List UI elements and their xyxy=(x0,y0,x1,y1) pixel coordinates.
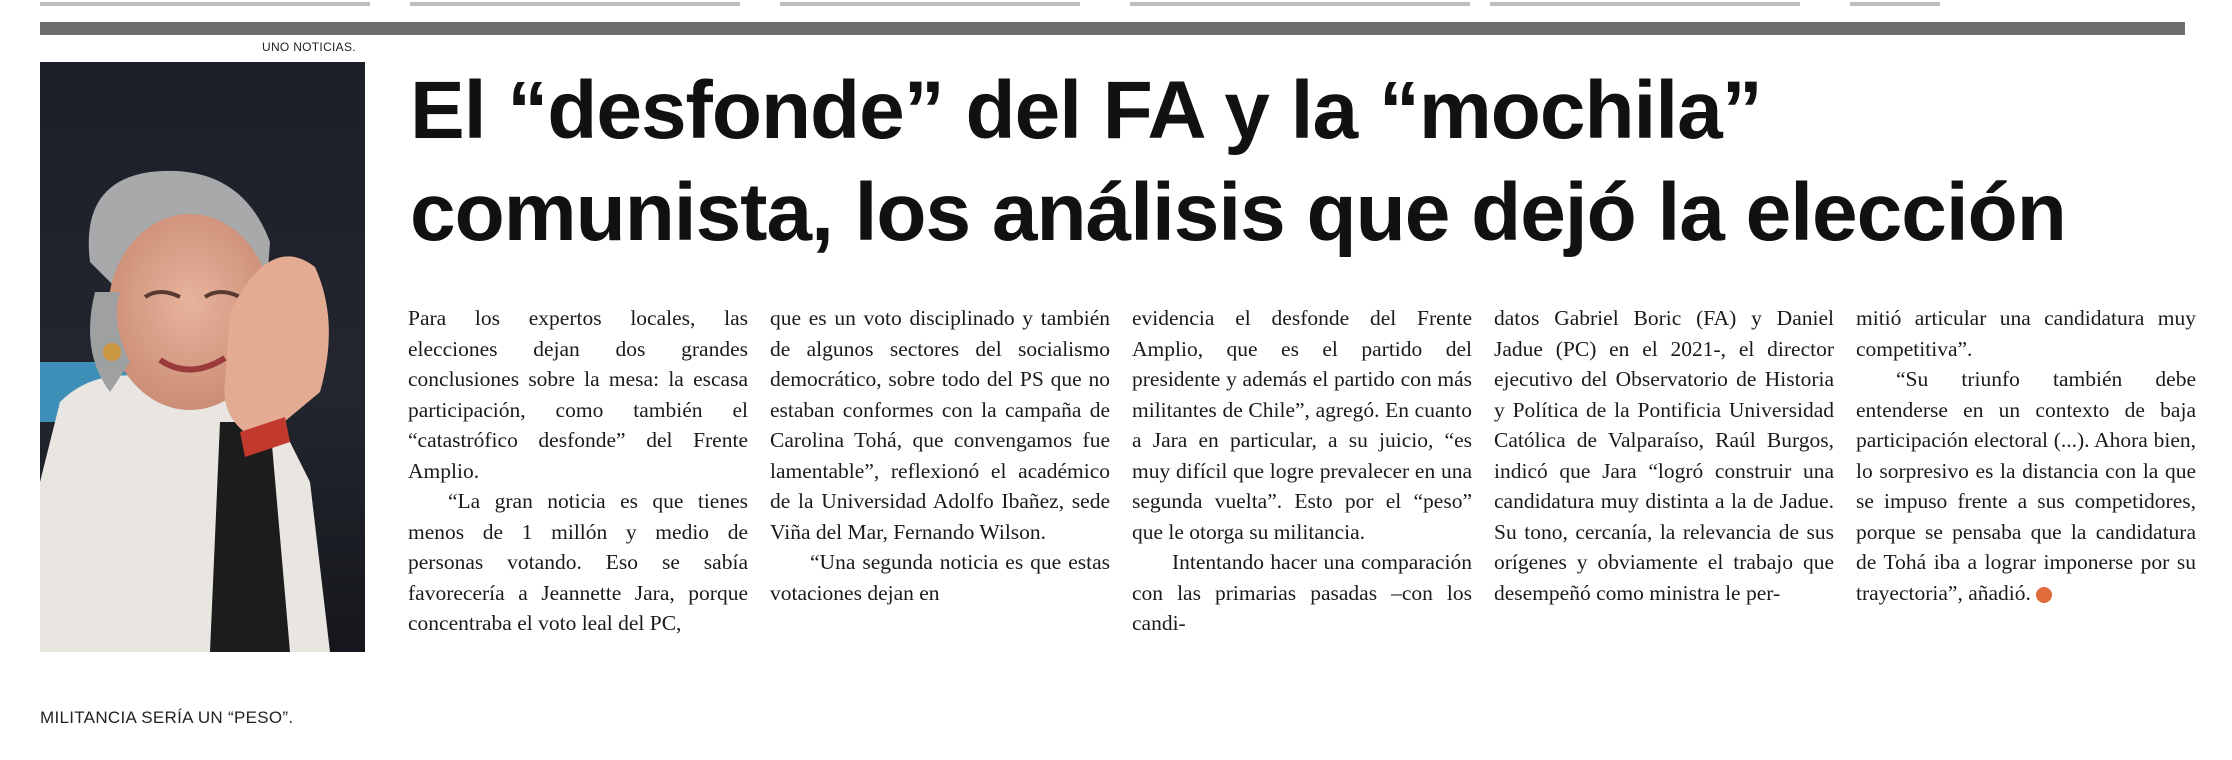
paragraph: datos Gabriel Boric (FA) y Daniel Jadue (PC) en el 2021-, el director ejecutivo del Observatorio de Historia y Política de la Pontificia Universidad Católica de Valparaíso, Raúl Burgos, indicó que Jara “logró construir una candidatura muy distinta a la de Jadue. Su tono, cercanía, la relevancia de sus orígenes y obviamente el trabajo que desempeñó como ministra le per- xyxy=(1494,306,1834,605)
article-headline xyxy=(410,60,2200,264)
paragraph: “Una segunda noticia es que estas votaciones dejan en xyxy=(770,550,1110,605)
paragraph: evidencia el desfonde del Frente Amplio, que es el partido del presidente y además el partido con más militantes de Chile”, agregó. En cuanto a Jara en particular, a su juicio, “es muy difícil que logre prevalecer en una segunda vuelta”. Esto por el “peso” que le otorga su militancia. xyxy=(1132,306,1472,544)
paragraph: Para los expertos locales, las elecciones dejan dos grandes conclusiones sobre la mesa: la escasa participación, como también el “catastrófico desfonde” del Frente Amplio. xyxy=(408,306,748,483)
text-column-1 xyxy=(408,303,748,743)
paragraph xyxy=(1856,364,2196,608)
section-rule xyxy=(40,22,2185,35)
photo-credit: UNO NOTICIAS. xyxy=(262,40,356,54)
end-of-article-icon: ✚ xyxy=(2036,587,2052,603)
paragraph-text: “Su triunfo también debe entenderse en un contexto de baja participación electoral (...). Ahora bien, lo sorpresivo es la distancia con la que se impuso frente a sus competidores, porque se pensaba que la candidatura de Tohá iba a lograr imponerse por su trayectoria”, añadió. xyxy=(1856,367,2196,605)
article-body xyxy=(408,303,2198,743)
headline-line-1: El “desfonde” del FA y la “mochila” xyxy=(410,65,1762,156)
paragraph: que es un voto disciplinado y también de algunos sectores del socialismo democrático, sobre todo del PS que no estaban conformes con la campaña de Carolina Tohá, que convengamos fue lamentable”, reflexionó el académico de la Universidad Adolfo Ibañez, sede Viña del Mar, Fernando Wilson. xyxy=(770,306,1110,544)
text-column-2 xyxy=(770,303,1110,743)
text-column-3 xyxy=(1132,303,1472,743)
article-photo xyxy=(40,62,365,652)
paragraph: Intentando hacer una comparación con las primarias pasadas –con los candi- xyxy=(1132,550,1472,635)
paragraph: mitió articular una candidatura muy competitiva”. xyxy=(1856,306,2196,361)
text-column-4 xyxy=(1494,303,1834,743)
headline-line-2: comunista, los análisis que dejó la elección xyxy=(410,167,2066,258)
paragraph: “La gran noticia es que tienes menos de 1 millón y medio de personas votando. Eso se sabía favorecería a Jeannette Jara, porque concentraba el voto leal del PC, xyxy=(408,489,748,635)
text-column-5 xyxy=(1856,303,2196,743)
previous-article-edge xyxy=(0,0,2232,8)
photo-caption: MILITANCIA SERÍA UN “PESO”. xyxy=(40,708,294,727)
